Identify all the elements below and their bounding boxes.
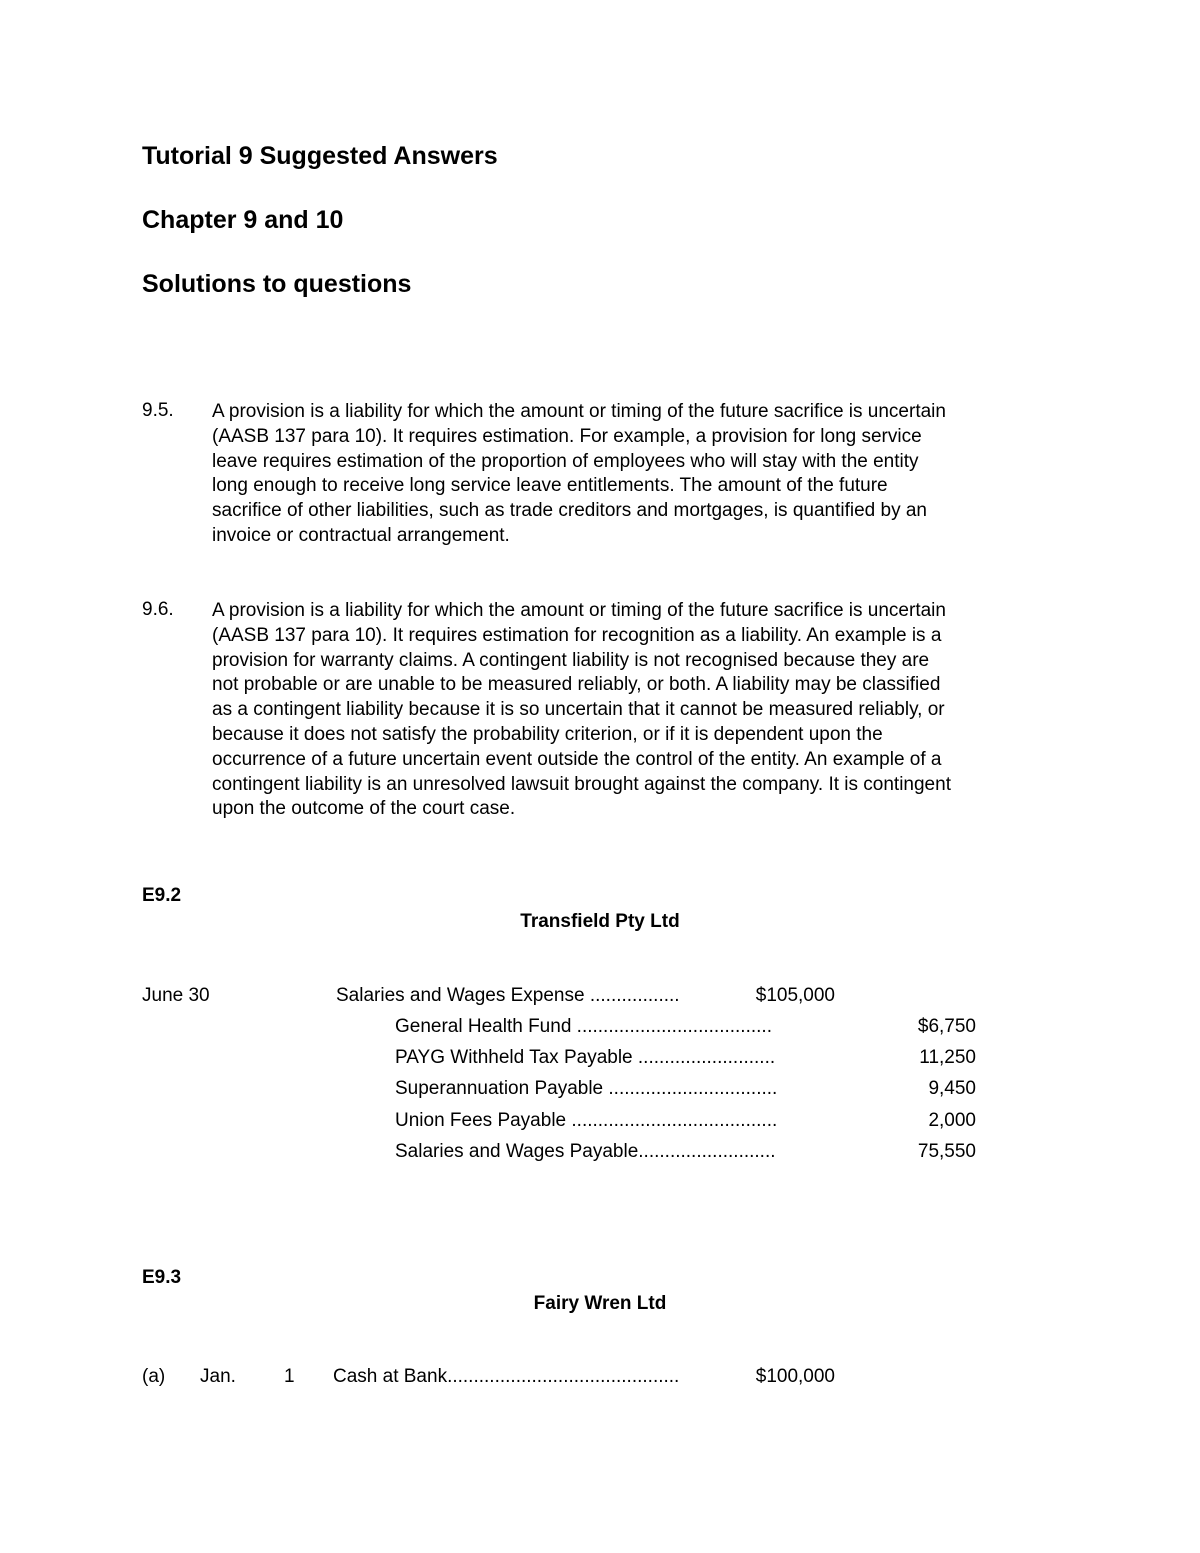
answer-line: A provision is a liability for which the amount or timing of the future sacrifice is uncertain	[212, 600, 946, 621]
answer-line: as a contingent liability because it is so uncertain that it cannot be measured reliably, or	[212, 699, 945, 721]
answer-line: sacrifice of other liabilities, such as trade creditors and mortgages, is quantified by an	[212, 500, 927, 522]
journal-credit-account: General Health Fund .....................................	[395, 1016, 772, 1037]
answer-line: occurrence of a future uncertain event outside the control of the entity. An example of a	[212, 748, 942, 770]
journal-debit-amount: $105,000	[755, 985, 835, 1006]
answer-line: long enough to receive long service leave entitlements. The amount of the future	[212, 475, 888, 497]
page-title: Tutorial 9 Suggested Answers	[142, 142, 498, 170]
journal-month: Jan.	[200, 1366, 236, 1387]
answer-line: (AASB 137 para 10). It requires estimation for recognition as a liability. An example is a	[212, 624, 942, 646]
exercise-e9-3-label: E9.3	[142, 1267, 182, 1288]
journal-credit-account: Salaries and Wages Payable..........................	[395, 1141, 776, 1162]
answer-line: upon the outcome of the court case.	[212, 798, 516, 820]
journal-debit-amount: $100,000	[755, 1366, 835, 1387]
journal-credit-account: Superannuation Payable ................................	[395, 1078, 778, 1099]
question-9-6-number: 9.6.	[142, 599, 174, 620]
question-9-5-number: 9.5.	[142, 400, 174, 421]
chapter-heading: Chapter 9 and 10	[142, 206, 344, 234]
journal-debit-account: Cash at Bank............................................	[333, 1366, 680, 1387]
journal-credit-amount: 75,550	[917, 1141, 976, 1162]
journal-day: 1	[284, 1366, 295, 1387]
journal-credit-amount: 11,250	[919, 1047, 976, 1068]
exercise-e9-3-company: Fairy Wren Ltd	[533, 1293, 667, 1314]
answer-line: leave requires estimation of the proportion of employees who will stay with the entity	[212, 450, 919, 472]
journal-credit-amount: 2,000	[928, 1110, 976, 1131]
journal-date: June 30	[142, 985, 210, 1006]
answer-line: because it does not satisfy the probability criterion, or if it is dependent upon the	[212, 723, 883, 745]
journal-credit-amount: 9,450	[928, 1078, 976, 1099]
answer-line: A provision is a liability for which the amount or timing of the future sacrifice is uncertain	[212, 401, 946, 422]
journal-credit-amount: $6,750	[917, 1016, 976, 1037]
question-9-5-answer	[212, 400, 1072, 549]
exercise-e9-2-label: E9.2	[142, 885, 182, 906]
journal-part-label: (a)	[142, 1366, 166, 1387]
answer-line: contingent liability is an unresolved lawsuit brought against the company. It is contingent	[212, 773, 951, 795]
question-9-6-answer	[212, 599, 1072, 822]
answer-line: provision for warranty claims. A contingent liability is not recognised because they are	[212, 649, 930, 671]
journal-debit-account: Salaries and Wages Expense .................	[336, 985, 680, 1006]
answer-line: (AASB 137 para 10). It requires estimation. For example, a provision for long service	[212, 425, 922, 447]
journal-credit-account: PAYG Withheld Tax Payable ..........................	[395, 1047, 776, 1068]
answer-line: invoice or contractual arrangement.	[212, 524, 510, 546]
exercise-e9-2-company: Transfield Pty Ltd	[520, 911, 680, 932]
journal-credit-account: Union Fees Payable .......................................	[395, 1110, 778, 1131]
solutions-heading: Solutions to questions	[142, 270, 412, 298]
answer-line: not probable or are unable to be measured reliably, or both. A liability may be classified	[212, 674, 941, 696]
